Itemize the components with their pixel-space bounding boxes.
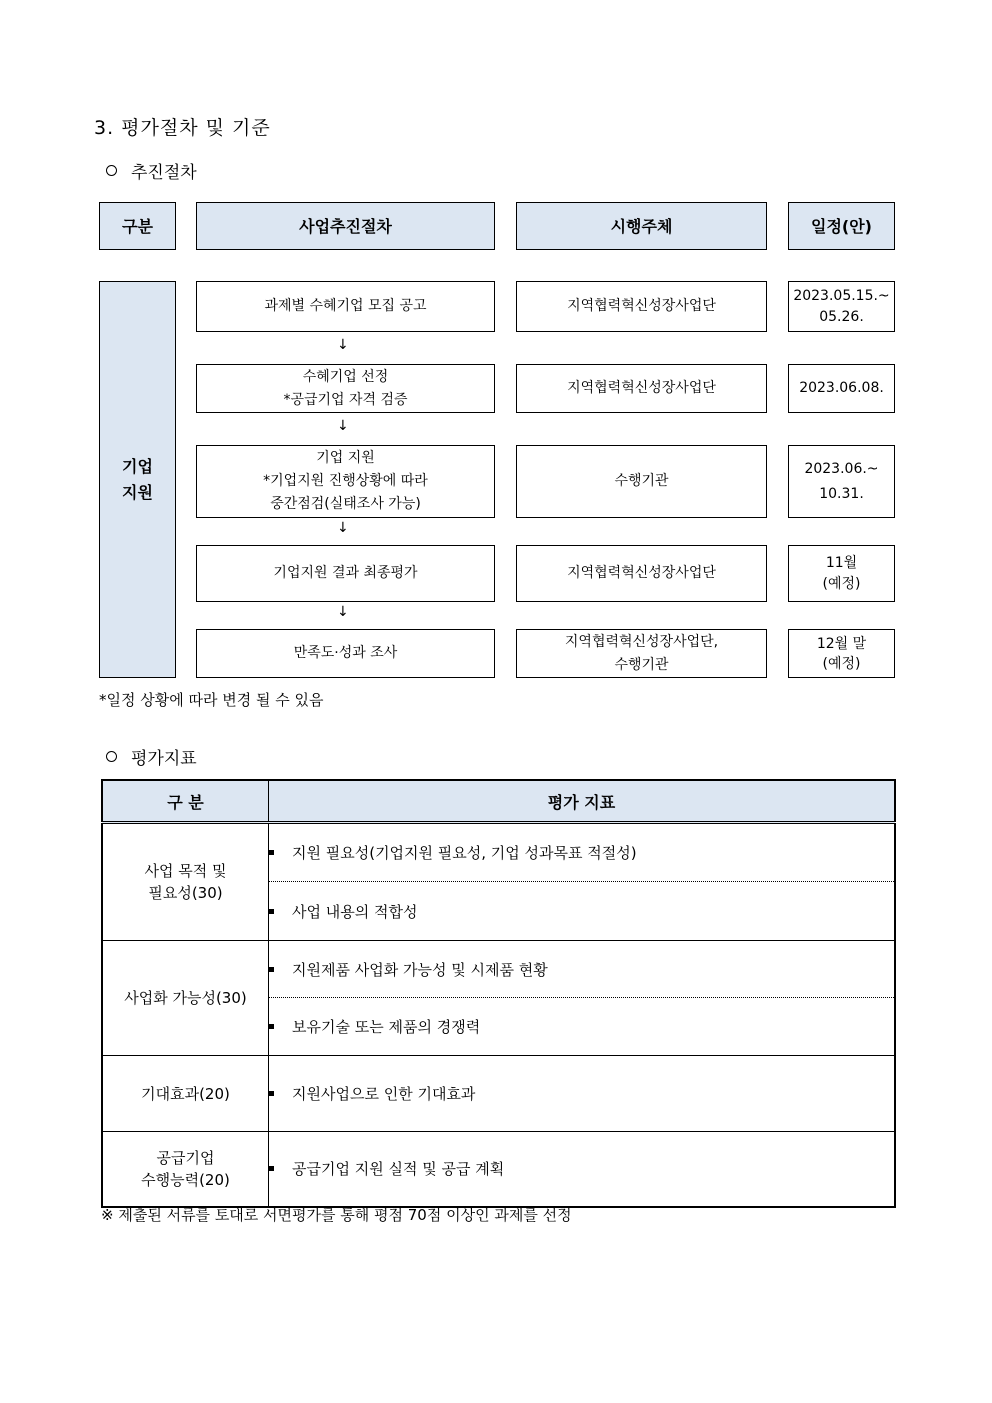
category-cell: 기업 지원 <box>99 281 176 678</box>
indicator-item: 보유기술 또는 제품의 경쟁력 <box>269 998 896 1056</box>
step-5-procedure: 만족도·성과 조사 <box>196 629 495 678</box>
step-3-agency: 수행기관 <box>516 445 767 518</box>
header-category: 구분 <box>99 202 176 250</box>
procedure-subtitle: 추진절차 <box>106 158 197 183</box>
step-2-schedule: 2023.06.08. <box>788 364 895 413</box>
step-2-procedure: 수혜기업 선정 *공급기업 자격 검증 <box>196 364 495 413</box>
square-bullet-icon <box>269 967 274 972</box>
indicator-item: 공급기업 지원 실적 및 공급 계획 <box>269 1132 896 1207</box>
table-header-category: 구 분 <box>102 780 269 823</box>
table-header-indicator: 평가 지표 <box>269 780 896 823</box>
arrow-down-icon: ↓ <box>337 337 349 353</box>
arrow-down-icon: ↓ <box>337 418 349 434</box>
header-procedure: 사업추진절차 <box>196 202 495 250</box>
step-1-procedure: 과제별 수혜기업 모집 공고 <box>196 281 495 332</box>
category-purpose: 사업 목적 및 필요성(30) <box>102 823 269 941</box>
step-4-procedure: 기업지원 결과 최종평가 <box>196 545 495 602</box>
indicator-item: 지원제품 사업화 가능성 및 시제품 현황 <box>269 941 896 998</box>
square-bullet-icon <box>269 1024 274 1029</box>
category-effect: 기대효과(20) <box>102 1056 269 1132</box>
step-3-schedule: 2023.06.~ 10.31. <box>788 445 895 518</box>
evaluation-table <box>101 779 896 1208</box>
header-agency: 시행주체 <box>516 202 767 250</box>
category-commercialization: 사업화 가능성(30) <box>102 941 269 1056</box>
circle-bullet-icon <box>106 165 117 176</box>
square-bullet-icon <box>269 850 274 855</box>
indicator-item: 사업 내용의 적합성 <box>269 882 896 941</box>
indicator-item: 지원사업으로 인한 기대효과 <box>269 1056 896 1132</box>
arrow-down-icon: ↓ <box>337 520 349 536</box>
step-3-procedure: 기업 지원 *기업지원 진행상황에 따라 중간점검(실태조사 가능) <box>196 445 495 518</box>
indicator-item: 지원 필요성(기업지원 필요성, 기업 성과목표 적절성) <box>269 823 896 882</box>
step-1-schedule: 2023.05.15.~ 05.26. <box>788 281 895 332</box>
category-supplier: 공급기업 수행능력(20) <box>102 1132 269 1207</box>
step-2-agency: 지역협력혁신성장사업단 <box>516 364 767 413</box>
step-4-agency: 지역협력혁신성장사업단 <box>516 545 767 602</box>
arrow-down-icon: ↓ <box>337 604 349 620</box>
section-title: 3. 평가절차 및 기준 <box>94 117 271 139</box>
square-bullet-icon <box>269 1091 274 1096</box>
indicators-subtitle: 평가지표 <box>106 744 197 769</box>
square-bullet-icon <box>269 1166 274 1171</box>
step-5-schedule: 12월 말 (예정) <box>788 629 895 678</box>
schedule-note: *일정 상황에 따라 변경 될 수 있음 <box>99 691 324 709</box>
step-4-schedule: 11월 (예정) <box>788 545 895 602</box>
step-5-agency: 지역협력혁신성장사업단, 수행기관 <box>516 629 767 678</box>
circle-bullet-icon <box>106 751 117 762</box>
square-bullet-icon <box>269 909 274 914</box>
evaluation-footnote: ※ 제출된 서류를 토대로 서면평가를 통해 평점 70점 이상인 과제를 선정 <box>101 1206 572 1224</box>
step-1-agency: 지역협력혁신성장사업단 <box>516 281 767 332</box>
header-schedule: 일정(안) <box>788 202 895 250</box>
